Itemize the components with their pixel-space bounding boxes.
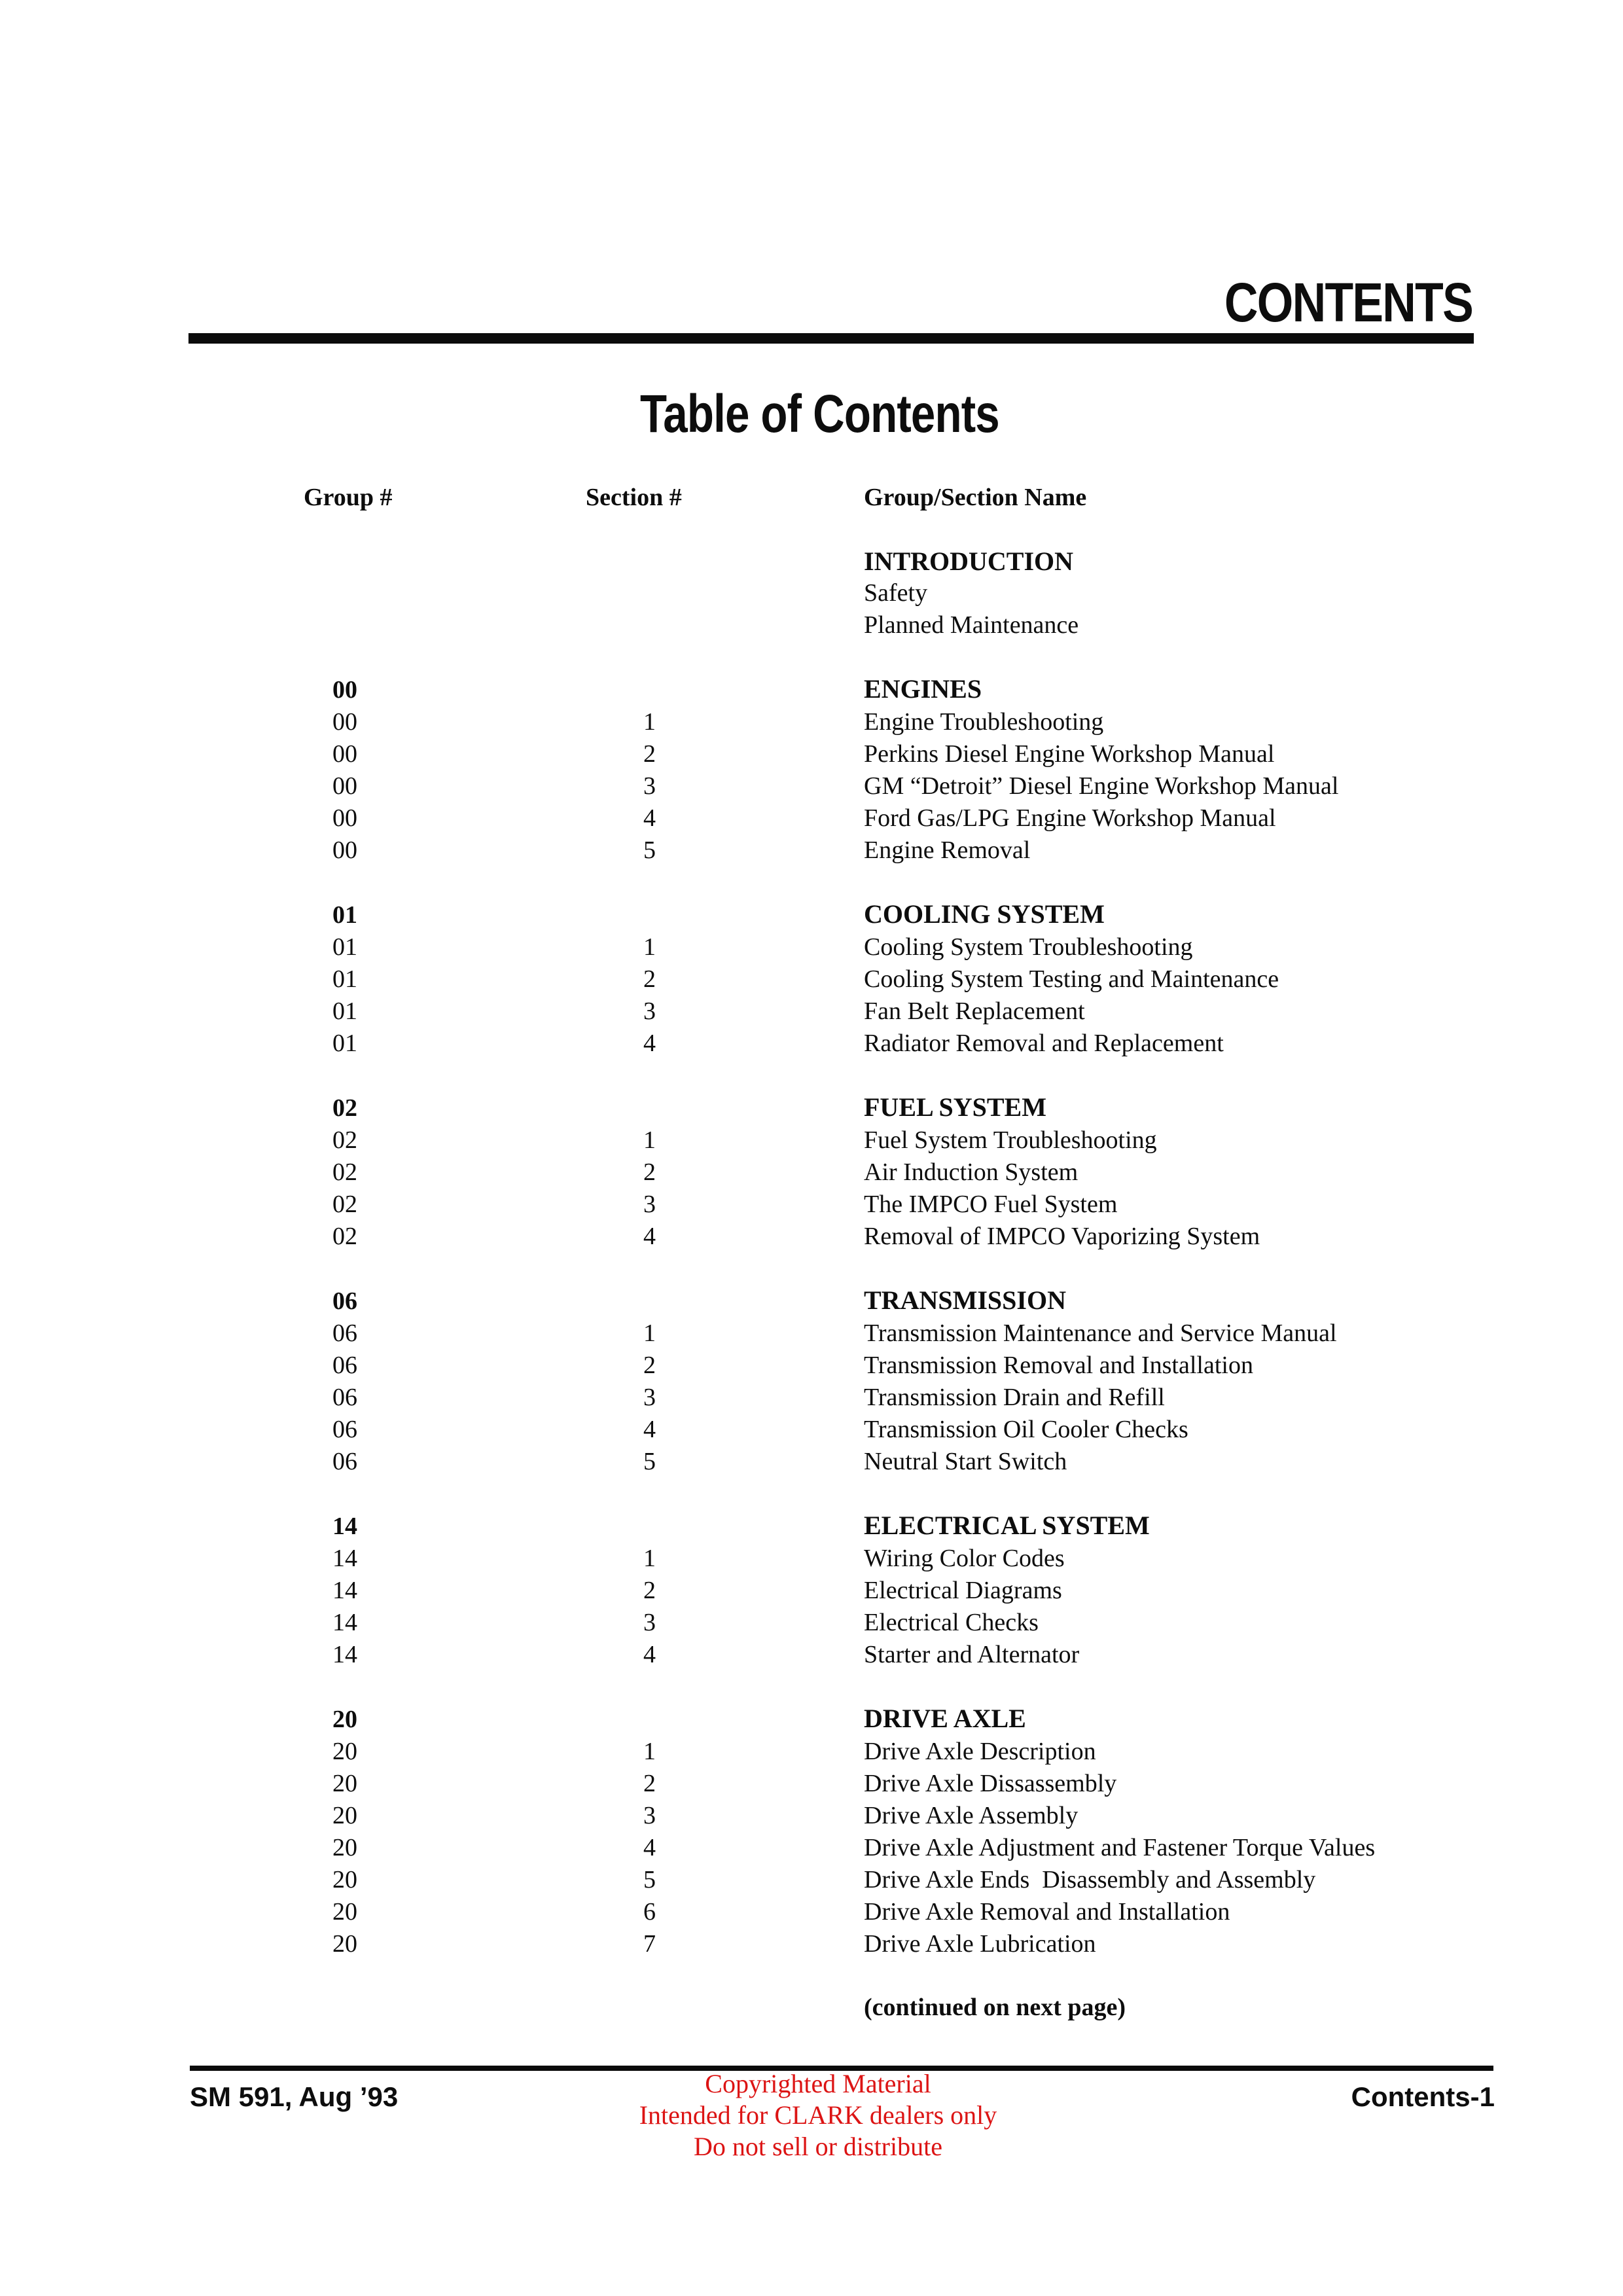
section-cell: 1 [643,933,656,961]
group-cell: 02 [332,1191,357,1218]
group-cell: 20 [332,1930,357,1958]
section-cell: 1 [643,1126,656,1154]
section-cell: 5 [643,1448,656,1475]
group-cell: 14 [332,1609,357,1636]
name-cell: Safety [864,579,928,607]
section-cell: 2 [643,1158,656,1186]
toc-row [304,1124,1493,1157]
name-cell: Transmission Drain and Refill [864,1384,1165,1411]
group-cell: 20 [332,1834,357,1861]
section-cell: 5 [643,1866,656,1893]
toc-section-cooling-system [304,898,1493,1060]
section-cell: 3 [643,1191,656,1218]
section-cell: 6 [643,1898,656,1926]
toc-row [304,834,1493,867]
name-cell: Engine Troubleshooting [864,708,1104,736]
toc-section-introduction [304,545,1493,641]
section-title: ENGINES [864,674,982,704]
toc-section-header-row [304,1509,1493,1543]
group-cell: 14 [332,1577,357,1604]
toc-body [304,545,1493,1960]
group-cell: 20 [332,1802,357,1829]
name-cell: Drive Axle Removal and Installation [864,1898,1230,1926]
section-cell: 2 [643,740,656,768]
col-header-group: Group # [304,484,393,511]
stamp-line: Copyrighted Material [705,2069,931,2098]
toc-row [304,1157,1493,1189]
section-cell: 4 [643,1641,656,1668]
section-title: INTRODUCTION [864,547,1074,576]
col-header-name: Group/Section Name [864,484,1087,511]
toc-row [304,931,1493,963]
section-cell: 2 [643,1352,656,1379]
section-cell: 1 [643,1319,656,1347]
toc-section-transmission [304,1284,1493,1478]
toc-row [304,1736,1493,1768]
section-cell: 3 [643,1802,656,1829]
section-title: COOLING SYSTEM [864,899,1105,929]
name-cell: Radiator Removal and Replacement [864,1030,1224,1057]
group-cell: 20 [332,1866,357,1893]
stamp-line: Intended for CLARK dealers only [639,2100,997,2130]
toc-section-header-row [304,1091,1493,1124]
toc-row [304,1189,1493,1221]
name-cell: Engine Removal [864,836,1031,864]
name-cell: Transmission Removal and Installation [864,1352,1253,1379]
name-cell: Electrical Checks [864,1609,1039,1636]
section-cell: 4 [643,1834,656,1861]
name-cell: Air Induction System [864,1158,1079,1186]
name-cell: The IMPCO Fuel System [864,1191,1118,1218]
toc-section-electrical-system [304,1509,1493,1671]
toc-section-fuel-system [304,1091,1493,1253]
toc-row [304,1350,1493,1382]
group-cell: 14 [332,1641,357,1668]
toc-section-drive-axle [304,1702,1493,1960]
group-cell: 06 [332,1448,357,1475]
group-cell: 06 [332,1352,357,1379]
name-cell: Fan Belt Replacement [864,997,1085,1025]
group-cell: 14 [332,1545,357,1572]
section-cell: 7 [643,1930,656,1958]
toc-header-row [304,482,1493,514]
toc-section-header-row [304,898,1493,931]
toc-section-header-row [304,545,1493,577]
section-cell: 4 [643,804,656,832]
section-title: ELECTRICAL SYSTEM [864,1511,1150,1540]
name-cell: Removal of IMPCO Vaporizing System [864,1223,1260,1250]
section-cell: 2 [643,1577,656,1604]
page-header-title: CONTENTS [1224,272,1472,333]
section-cell: 5 [643,836,656,864]
toc-row [304,802,1493,834]
footer-page-number: Contents-1 [1351,2081,1495,2112]
section-cell: 3 [643,997,656,1025]
toc-row [304,1543,1493,1575]
group-cell: 00 [332,708,357,736]
toc-row [304,1607,1493,1639]
header-rule [188,333,1474,344]
section-cell: 2 [643,1770,656,1797]
section-cell: 4 [643,1416,656,1443]
name-cell: Transmission Maintenance and Service Manual [864,1319,1337,1347]
toc-row [304,1864,1493,1896]
group-cell: 20 [332,1770,357,1797]
name-cell: Drive Axle Dissassembly [864,1770,1117,1797]
toc-row [304,1221,1493,1253]
group-cell: 01 [332,1030,357,1057]
section-title: FUEL SYSTEM [864,1092,1046,1122]
toc-section-header-row [304,673,1493,706]
group-cell: 02 [332,1126,357,1154]
toc-table [304,482,1493,2024]
toc-row [304,577,1493,609]
toc-row [304,738,1493,770]
toc-row [304,1318,1493,1350]
toc-row [304,1800,1493,1832]
name-cell: Perkins Diesel Engine Workshop Manual [864,740,1275,768]
toc-row [304,963,1493,996]
toc-row [304,1028,1493,1060]
group-cell: 01 [332,965,357,993]
group-cell: 20 [332,1738,357,1765]
group-cell: 00 [332,836,357,864]
group-cell: 01 [332,901,357,929]
footer-doc-id: SM 591, Aug ’93 [190,2081,399,2112]
section-cell: 1 [643,1545,656,1572]
toc-row [304,1928,1493,1960]
group-cell: 00 [332,676,357,704]
toc-section-header-row [304,1702,1493,1736]
name-cell: Drive Axle Lubrication [864,1930,1096,1958]
group-cell: 01 [332,933,357,961]
name-cell: Fuel System Troubleshooting [864,1126,1157,1154]
toc-row [304,1575,1493,1607]
group-cell: 02 [332,1094,357,1122]
toc-row [304,770,1493,802]
name-cell: Starter and Alternator [864,1641,1080,1668]
section-cell: 3 [643,772,656,800]
toc-row [304,996,1493,1028]
toc-row [304,706,1493,738]
name-cell: Electrical Diagrams [864,1577,1062,1604]
section-cell: 3 [643,1384,656,1411]
toc-row [304,1414,1493,1446]
group-cell: 20 [332,1898,357,1926]
name-cell: Drive Axle Description [864,1738,1096,1765]
group-cell: 20 [332,1706,357,1733]
section-title: DRIVE AXLE [864,1704,1026,1733]
toc-row [304,1382,1493,1414]
section-cell: 2 [643,965,656,993]
toc-row [304,1768,1493,1800]
name-cell: Drive Axle Ends Disassembly and Assembly [864,1866,1316,1893]
toc-row [304,1896,1493,1928]
continued-note-row [304,1992,1493,2024]
section-cell: 4 [643,1223,656,1250]
group-cell: 00 [332,740,357,768]
toc-row [304,1446,1493,1478]
page-title: Table of Contents [640,384,999,444]
group-cell: 00 [332,804,357,832]
stamp-line: Do not sell or distribute [694,2132,942,2161]
name-cell: Transmission Oil Cooler Checks [864,1416,1188,1443]
group-cell: 06 [332,1319,357,1347]
name-cell: Wiring Color Codes [864,1545,1065,1572]
continued-note: (continued on next page) [864,1994,1126,2021]
group-cell: 02 [332,1223,357,1250]
group-cell: 06 [332,1287,357,1315]
group-cell: 14 [332,1513,357,1540]
name-cell: Cooling System Testing and Maintenance [864,965,1279,993]
group-cell: 01 [332,997,357,1025]
name-cell: Drive Axle Assembly [864,1802,1079,1829]
toc-section-engines [304,673,1493,867]
group-cell: 06 [332,1416,357,1443]
group-cell: 00 [332,772,357,800]
toc-row [304,609,1493,641]
name-cell: Planned Maintenance [864,611,1079,639]
name-cell: GM “Detroit” Diesel Engine Workshop Manual [864,772,1339,800]
section-cell: 3 [643,1609,656,1636]
col-header-section: Section # [586,484,682,511]
name-cell: Drive Axle Adjustment and Fastener Torque Values [864,1834,1376,1861]
toc-row [304,1832,1493,1864]
section-cell: 4 [643,1030,656,1057]
name-cell: Neutral Start Switch [864,1448,1067,1475]
name-cell: Cooling System Troubleshooting [864,933,1193,961]
section-cell: 1 [643,708,656,736]
name-cell: Ford Gas/LPG Engine Workshop Manual [864,804,1276,832]
group-cell: 02 [332,1158,357,1186]
group-cell: 06 [332,1384,357,1411]
toc-section-header-row [304,1284,1493,1318]
toc-row [304,1639,1493,1671]
section-title: TRANSMISSION [864,1285,1066,1315]
section-cell: 1 [643,1738,656,1765]
